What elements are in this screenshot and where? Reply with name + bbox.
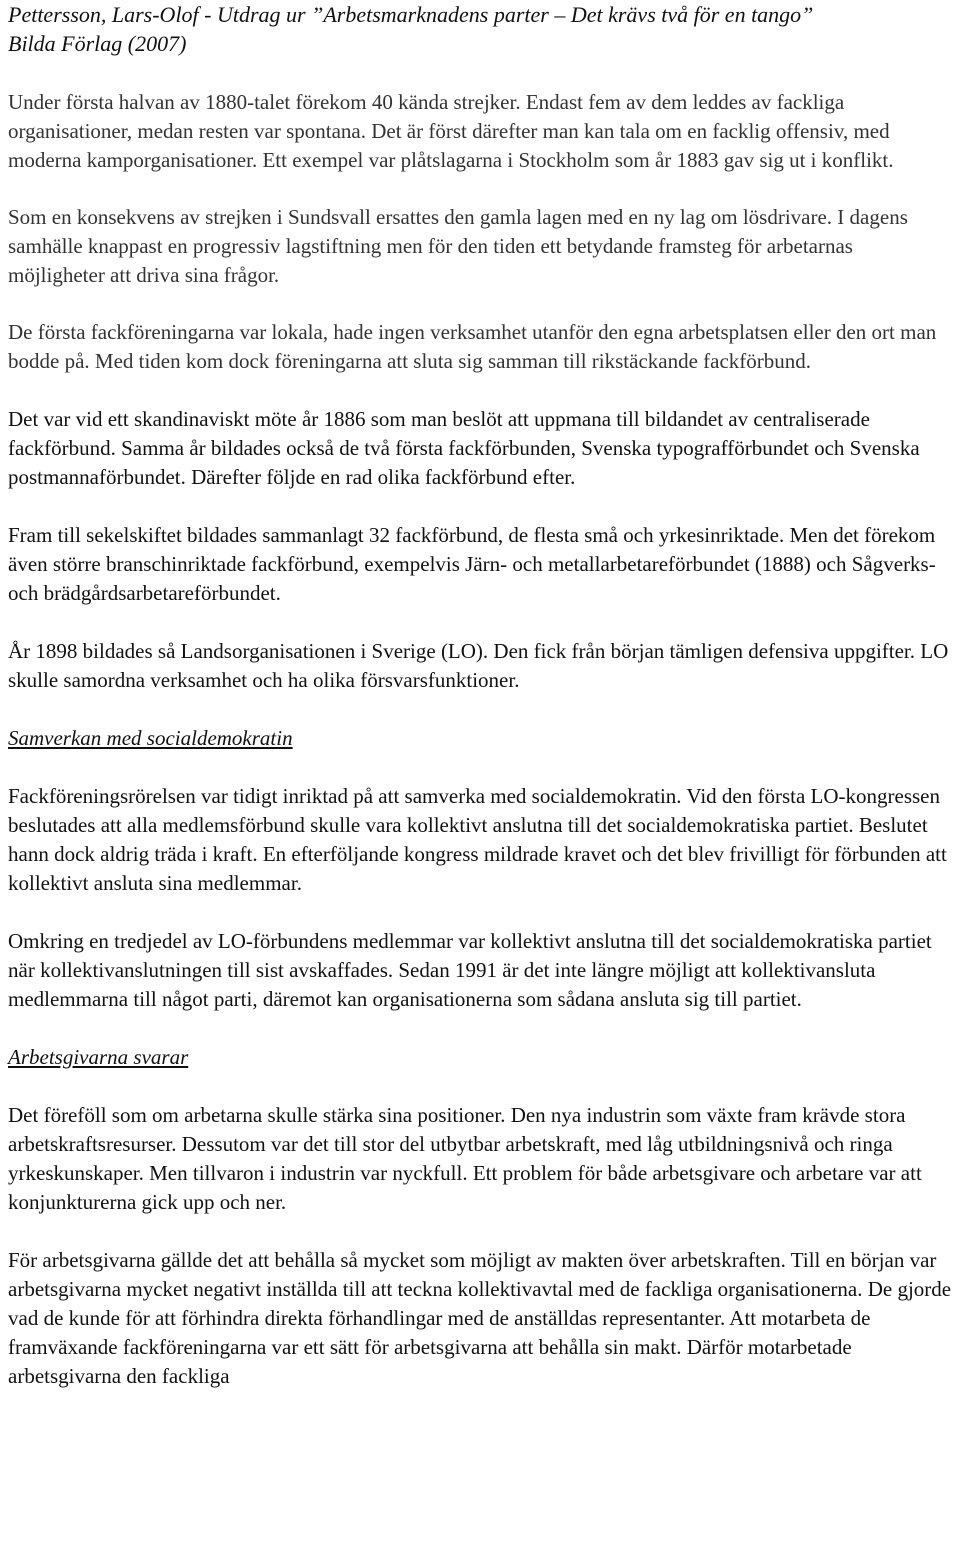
document-page — [8, 0, 954, 1391]
paragraph-employers-2: För arbetsgivarna gällde det att behålla så mycket som möjligt av makten över arbetskraften. Till en början var arbetsgivarna mycket negativt inställda till att teckna kollektivavtal med de fackliga organisationerna. De gjorde vad de kunde för att förhindra direkta förhandlingar med de anställdas representanter. Att motarbeta de framväxande fackföreningarna var ett sätt för arbetsgivarna att behålla sin makt. Därför motarbetade arbetsgivarna den fackliga — [8, 1248, 952, 1388]
paragraph-lo-founded: År 1898 bildades så Landsorganisationen i Sverige (LO). Den fick från början tämligen defensiva uppgifter. LO skulle samordna verksamhet och ha olika försvarsfunktioner. — [8, 639, 949, 692]
header-title: Pettersson, Lars-Olof - Utdrag ur ”Arbetsmarknadens parter – Det krävs två för en tango” — [8, 2, 814, 27]
paragraph-strikes: Under första halvan av 1880-talet förekom 40 kända strejker. Endast fem av dem leddes av fackliga organisationer, medan resten var spontana. Det är först därefter man kan tala om en facklig offensiv, med moderna kamporganisationer. Ett exempel var plåtslagarna i Stockholm som år 1883 gav sig ut i konflikt. — [8, 90, 894, 172]
header-publisher: Bilda Förlag (2007) — [8, 31, 187, 56]
paragraph-social-democracy-1: Fackföreningsrörelsen var tidigt inriktad på att samverka med socialdemokratin. Vid den första LO-kongressen beslutades att alla medlemsförbund skulle vara kollektivt anslutna till det socialdemokratiska partiet. Beslutet hann dock aldrig träda i kraft. En efterföljande kongress mildrade kravet och det blev frivilligt för förbunden att kollektivt ansluta sina medlemmar. — [8, 784, 947, 895]
paragraph-local-unions: De första fackföreningarna var lokala, hade ingen verksamhet utanför den egna arbetsplatsen eller den ort man bodde på. Med tiden kom dock föreningarna att sluta sig samman till rikstäckande fackförbund. — [8, 320, 937, 373]
paragraph-scandinavian-meeting: Det var vid ett skandinaviskt möte år 1886 som man beslöt att uppmana till bildandet av centraliserade fackförbund. Samma år bildades också de två första fackförbunden, Svenska typografförbundet och Svenska postmannaförbundet. Därefter följde en rad olika fackförbund efter. — [8, 407, 920, 489]
section-heading-social-democracy: Samverkan med socialdemokratin — [8, 726, 293, 750]
paragraph-social-democracy-2: Omkring en tredjedel av LO-förbundens medlemmar var kollektivt anslutna till det socialdemokratiska partiet när kollektivanslutningen till sist avskaffades. Sedan 1991 är det inte längre möjligt att kollektivansluta medlemmarna till något parti, däremot kan organisationerna som sådana ansluta sig till partiet. — [8, 929, 932, 1011]
paragraph-employers-1: Det föreföll som om arbetarna skulle stärka sina positioner. Den nya industrin som växte fram krävde stora arbetskraftsresurser. Dessutom var det till stor del utbytbar arbetskraft, med låg utbildningsnivå och ringa yrkeskunskaper. Men tillvaron i industrin var nyckfull. Ett problem för både arbetsgivare och arbetare var att konjunkturerna gick upp och ner. — [8, 1103, 922, 1214]
paragraph-unions-1900: Fram till sekelskiftet bildades sammanlagt 32 fackförbund, de flesta små och yrkesinriktade. Men det förekom även större branschinriktade fackförbund, exempelvis Järn- och metallarbetareförbundet (1888) och Sågverks- och brädgårdsarbetareförbundet. — [8, 523, 936, 605]
paragraph-sundsvall: Som en konsekvens av strejken i Sundsvall ersattes den gamla lagen med en ny lag om lösdrivare. I dagens samhälle knappast en progressiv lagstiftning men för den tiden ett betydande framsteg för arbetarnas möjligheter att driva sina frågor. — [8, 205, 908, 287]
document-header — [8, 0, 954, 58]
section-heading-employers: Arbetsgivarna svarar — [8, 1045, 189, 1069]
